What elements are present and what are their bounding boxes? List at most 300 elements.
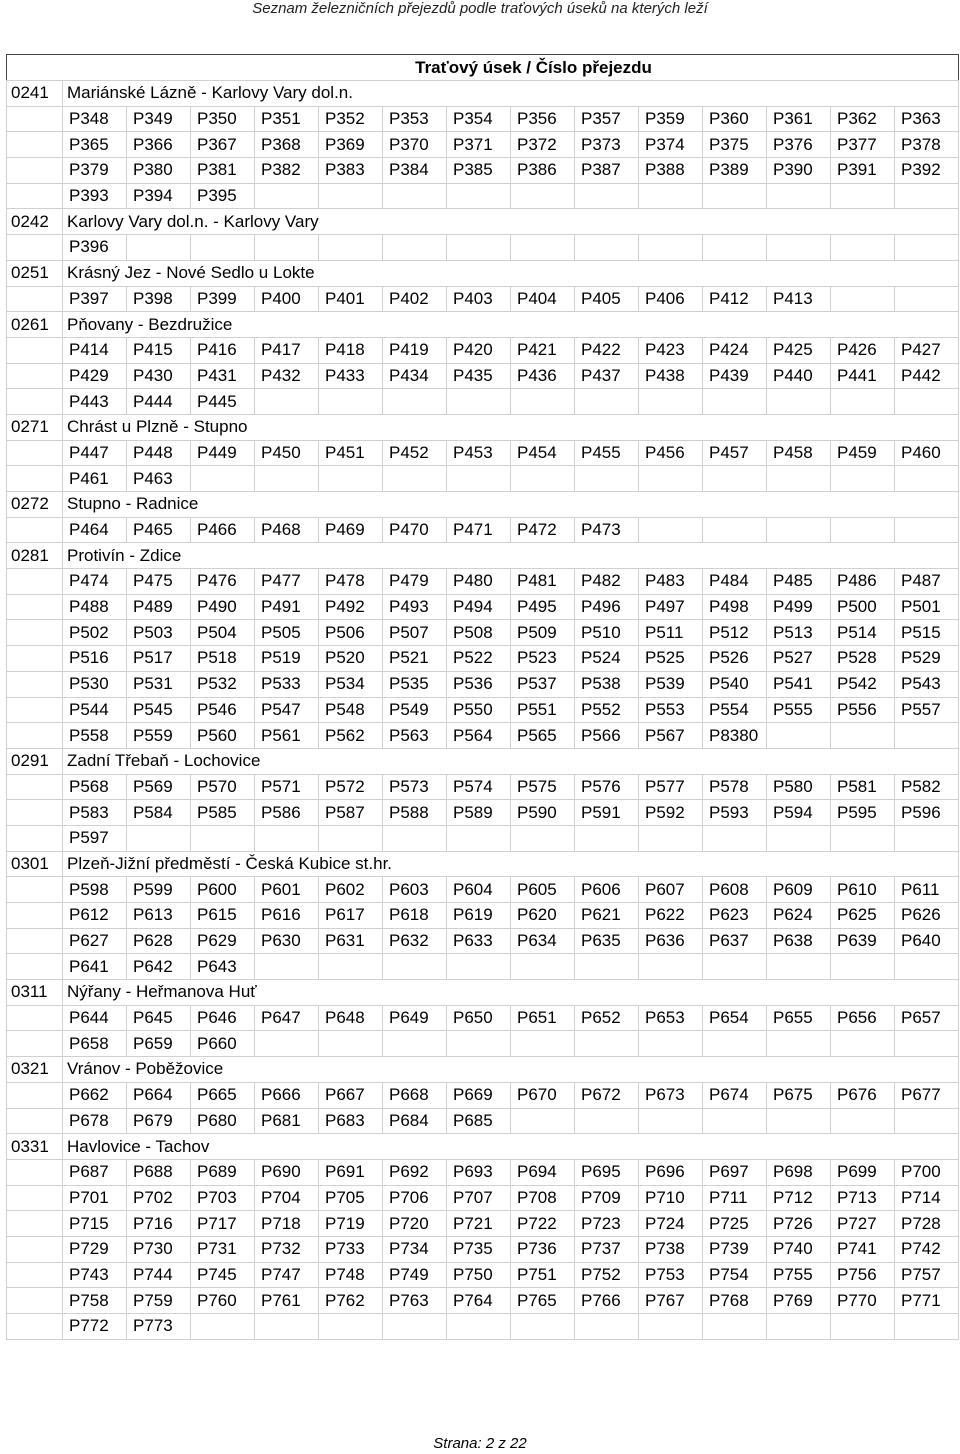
crossing-cell: P505 bbox=[255, 620, 319, 646]
crossing-cell: P713 bbox=[831, 1185, 895, 1211]
crossing-cell: P399 bbox=[191, 286, 255, 312]
crossing-cell: P567 bbox=[639, 723, 703, 749]
crossing-cell: P484 bbox=[703, 569, 767, 595]
crossing-cell: P443 bbox=[63, 389, 127, 415]
crossing-cell bbox=[511, 1108, 575, 1134]
crossing-cell: P710 bbox=[639, 1185, 703, 1211]
crossing-cell: P589 bbox=[447, 800, 511, 826]
crossing-cell: P773 bbox=[127, 1314, 191, 1340]
crossing-cell: P536 bbox=[447, 671, 511, 697]
crossing-cell: P570 bbox=[191, 774, 255, 800]
crossing-cell bbox=[767, 183, 831, 209]
crossing-cell: P747 bbox=[255, 1262, 319, 1288]
crossing-cell: P503 bbox=[127, 620, 191, 646]
crossing-cell: P457 bbox=[703, 440, 767, 466]
crossing-cell: P772 bbox=[63, 1314, 127, 1340]
crossing-cell: P515 bbox=[895, 620, 959, 646]
indent-cell bbox=[7, 389, 63, 415]
crossing-cell bbox=[319, 389, 383, 415]
section-row bbox=[7, 980, 959, 1006]
crossing-cell: P494 bbox=[447, 594, 511, 620]
crossing-cell: P389 bbox=[703, 158, 767, 184]
crossing-row bbox=[7, 1211, 959, 1237]
crossing-cell: P612 bbox=[63, 903, 127, 929]
crossing-cell: P397 bbox=[63, 286, 127, 312]
crossing-cell bbox=[447, 235, 511, 261]
crossing-cell: P644 bbox=[63, 1005, 127, 1031]
crossing-row bbox=[7, 517, 959, 543]
crossing-cell: P464 bbox=[63, 517, 127, 543]
indent-cell bbox=[7, 774, 63, 800]
indent-cell bbox=[7, 1031, 63, 1057]
crossing-row bbox=[7, 903, 959, 929]
section-row bbox=[7, 1057, 959, 1083]
crossing-cell: P694 bbox=[511, 1159, 575, 1185]
crossing-cell: P691 bbox=[319, 1159, 383, 1185]
crossing-cell: P539 bbox=[639, 671, 703, 697]
crossing-cell bbox=[639, 235, 703, 261]
crossing-cell bbox=[511, 1031, 575, 1057]
crossing-cell: P685 bbox=[447, 1108, 511, 1134]
crossing-row bbox=[7, 363, 959, 389]
crossing-cell: P646 bbox=[191, 1005, 255, 1031]
crossing-cell bbox=[703, 1108, 767, 1134]
crossing-cell: P493 bbox=[383, 594, 447, 620]
crossing-cell: P508 bbox=[447, 620, 511, 646]
crossing-cell: P762 bbox=[319, 1288, 383, 1314]
crossing-cell: P432 bbox=[255, 363, 319, 389]
crossing-cell: P578 bbox=[703, 774, 767, 800]
crossing-cell: P545 bbox=[127, 697, 191, 723]
section-name: Stupno - Radnice bbox=[63, 492, 959, 518]
crossing-cell: P522 bbox=[447, 646, 511, 672]
crossing-cell: P632 bbox=[383, 928, 447, 954]
crossing-cell: P687 bbox=[63, 1159, 127, 1185]
crossing-cell: P489 bbox=[127, 594, 191, 620]
crossing-cell: P506 bbox=[319, 620, 383, 646]
crossing-cell: P451 bbox=[319, 440, 383, 466]
crossing-cell: P771 bbox=[895, 1288, 959, 1314]
crossing-cell: P664 bbox=[127, 1082, 191, 1108]
crossing-cell: P678 bbox=[63, 1108, 127, 1134]
crossing-cell: P602 bbox=[319, 877, 383, 903]
crossing-cell: P617 bbox=[319, 903, 383, 929]
crossing-cell: P564 bbox=[447, 723, 511, 749]
indent-cell bbox=[7, 928, 63, 954]
crossing-cell: P600 bbox=[191, 877, 255, 903]
crossing-cell: P357 bbox=[575, 106, 639, 132]
crossing-cell: P590 bbox=[511, 800, 575, 826]
crossing-cell bbox=[703, 183, 767, 209]
crossing-cell: P422 bbox=[575, 337, 639, 363]
crossing-cell: P565 bbox=[511, 723, 575, 749]
crossing-cell: P739 bbox=[703, 1236, 767, 1262]
crossing-cell: P604 bbox=[447, 877, 511, 903]
crossing-cell bbox=[767, 723, 831, 749]
crossing-cell bbox=[575, 183, 639, 209]
indent-cell bbox=[7, 132, 63, 158]
crossing-cell bbox=[703, 1031, 767, 1057]
crossing-cell: P369 bbox=[319, 132, 383, 158]
crossing-cell bbox=[447, 1031, 511, 1057]
crossing-cell: P426 bbox=[831, 337, 895, 363]
section-row bbox=[7, 748, 959, 774]
crossing-cell: P657 bbox=[895, 1005, 959, 1031]
crossing-cell bbox=[511, 954, 575, 980]
crossing-cell: P605 bbox=[511, 877, 575, 903]
crossing-cell: P613 bbox=[127, 903, 191, 929]
crossing-cell: P753 bbox=[639, 1262, 703, 1288]
indent-cell bbox=[7, 517, 63, 543]
crossing-cell: P374 bbox=[639, 132, 703, 158]
crossing-cell: P481 bbox=[511, 569, 575, 595]
crossing-cell: P734 bbox=[383, 1236, 447, 1262]
crossing-cell: P700 bbox=[895, 1159, 959, 1185]
crossing-cell: P601 bbox=[255, 877, 319, 903]
crossing-cell bbox=[319, 183, 383, 209]
section-row bbox=[7, 414, 959, 440]
section-code: 0271 bbox=[7, 414, 63, 440]
crossing-cell: P427 bbox=[895, 337, 959, 363]
crossing-cell: P714 bbox=[895, 1185, 959, 1211]
crossing-cell bbox=[831, 1108, 895, 1134]
crossing-cell: P689 bbox=[191, 1159, 255, 1185]
crossing-cell: P465 bbox=[127, 517, 191, 543]
crossing-cell: P439 bbox=[703, 363, 767, 389]
crossing-cell bbox=[575, 389, 639, 415]
crossing-cell: P584 bbox=[127, 800, 191, 826]
crossing-cell: P755 bbox=[767, 1262, 831, 1288]
crossing-cell: P482 bbox=[575, 569, 639, 595]
crossing-cell: P606 bbox=[575, 877, 639, 903]
crossing-cell: P395 bbox=[191, 183, 255, 209]
crossing-cell: P486 bbox=[831, 569, 895, 595]
crossing-cell bbox=[895, 286, 959, 312]
crossing-cell: P513 bbox=[767, 620, 831, 646]
crossing-cell: P400 bbox=[255, 286, 319, 312]
crossing-cell: P557 bbox=[895, 697, 959, 723]
crossing-cell: P650 bbox=[447, 1005, 511, 1031]
crossing-cell: P459 bbox=[831, 440, 895, 466]
crossing-cell: P373 bbox=[575, 132, 639, 158]
crossing-cell bbox=[511, 1314, 575, 1340]
indent-cell bbox=[7, 286, 63, 312]
crossing-cell bbox=[895, 1108, 959, 1134]
crossing-cell: P718 bbox=[255, 1211, 319, 1237]
crossing-cell: P732 bbox=[255, 1236, 319, 1262]
crossing-cell: P419 bbox=[383, 337, 447, 363]
crossing-cell: P511 bbox=[639, 620, 703, 646]
crossing-cell: P719 bbox=[319, 1211, 383, 1237]
crossing-cell: P386 bbox=[511, 158, 575, 184]
crossing-cell: P458 bbox=[767, 440, 831, 466]
section-code: 0321 bbox=[7, 1057, 63, 1083]
crossing-cell: P698 bbox=[767, 1159, 831, 1185]
crossing-cell: P628 bbox=[127, 928, 191, 954]
indent-cell bbox=[7, 363, 63, 389]
crossing-cell: P693 bbox=[447, 1159, 511, 1185]
crossing-cell: P638 bbox=[767, 928, 831, 954]
indent-cell bbox=[7, 440, 63, 466]
crossing-cell: P708 bbox=[511, 1185, 575, 1211]
crossing-cell: P757 bbox=[895, 1262, 959, 1288]
crossing-cell: P595 bbox=[831, 800, 895, 826]
crossing-cell: P441 bbox=[831, 363, 895, 389]
crossing-cell: P651 bbox=[511, 1005, 575, 1031]
crossing-cell bbox=[639, 825, 703, 851]
crossing-cell: P548 bbox=[319, 697, 383, 723]
crossing-cell bbox=[895, 1314, 959, 1340]
crossing-table bbox=[6, 54, 959, 1340]
crossing-cell: P393 bbox=[63, 183, 127, 209]
crossing-cell: P521 bbox=[383, 646, 447, 672]
crossing-cell: P405 bbox=[575, 286, 639, 312]
crossing-cell: P659 bbox=[127, 1031, 191, 1057]
crossing-cell: P401 bbox=[319, 286, 383, 312]
crossing-cell: P483 bbox=[639, 569, 703, 595]
crossing-cell: P717 bbox=[191, 1211, 255, 1237]
indent-cell bbox=[7, 954, 63, 980]
crossing-cell: P365 bbox=[63, 132, 127, 158]
crossing-cell bbox=[831, 954, 895, 980]
crossing-row bbox=[7, 440, 959, 466]
crossing-row bbox=[7, 1005, 959, 1031]
crossing-cell: P376 bbox=[767, 132, 831, 158]
crossing-cell: P461 bbox=[63, 466, 127, 492]
crossing-cell: P529 bbox=[895, 646, 959, 672]
section-code: 0331 bbox=[7, 1134, 63, 1160]
crossing-cell: P597 bbox=[63, 825, 127, 851]
crossing-cell: P699 bbox=[831, 1159, 895, 1185]
crossing-cell: P471 bbox=[447, 517, 511, 543]
crossing-cell: P370 bbox=[383, 132, 447, 158]
crossing-cell: P768 bbox=[703, 1288, 767, 1314]
crossing-cell: P509 bbox=[511, 620, 575, 646]
section-row bbox=[7, 1134, 959, 1160]
crossing-cell bbox=[319, 954, 383, 980]
crossing-cell bbox=[575, 825, 639, 851]
crossing-cell: P704 bbox=[255, 1185, 319, 1211]
crossing-cell bbox=[383, 825, 447, 851]
crossing-cell: P721 bbox=[447, 1211, 511, 1237]
crossing-cell: P549 bbox=[383, 697, 447, 723]
crossing-cell bbox=[511, 466, 575, 492]
section-row bbox=[7, 81, 959, 107]
crossing-cell: P420 bbox=[447, 337, 511, 363]
crossing-cell: P729 bbox=[63, 1236, 127, 1262]
crossing-cell: P447 bbox=[63, 440, 127, 466]
crossing-cell: P630 bbox=[255, 928, 319, 954]
crossing-cell: P466 bbox=[191, 517, 255, 543]
section-name: Havlovice - Tachov bbox=[63, 1134, 959, 1160]
crossing-cell bbox=[895, 1031, 959, 1057]
crossing-cell: P695 bbox=[575, 1159, 639, 1185]
crossing-row bbox=[7, 594, 959, 620]
crossing-cell bbox=[255, 466, 319, 492]
crossing-cell: P360 bbox=[703, 106, 767, 132]
crossing-cell: P668 bbox=[383, 1082, 447, 1108]
indent-cell bbox=[7, 903, 63, 929]
crossing-cell: P618 bbox=[383, 903, 447, 929]
crossing-cell: P684 bbox=[383, 1108, 447, 1134]
crossing-cell: P541 bbox=[767, 671, 831, 697]
crossing-cell: P448 bbox=[127, 440, 191, 466]
indent-cell bbox=[7, 235, 63, 261]
crossing-cell: P418 bbox=[319, 337, 383, 363]
crossing-cell: P743 bbox=[63, 1262, 127, 1288]
crossing-cell: P562 bbox=[319, 723, 383, 749]
crossing-cell: P754 bbox=[703, 1262, 767, 1288]
crossing-cell: P490 bbox=[191, 594, 255, 620]
crossing-cell: P591 bbox=[575, 800, 639, 826]
section-name: Nýřany - Heřmanova Huť bbox=[63, 980, 959, 1006]
crossing-cell: P553 bbox=[639, 697, 703, 723]
section-name: Pňovany - Bezdružice bbox=[63, 312, 959, 338]
crossing-row bbox=[7, 723, 959, 749]
crossing-cell bbox=[767, 1108, 831, 1134]
crossing-cell: P551 bbox=[511, 697, 575, 723]
crossing-cell: P676 bbox=[831, 1082, 895, 1108]
crossing-cell: P593 bbox=[703, 800, 767, 826]
crossing-cell: P623 bbox=[703, 903, 767, 929]
crossing-cell: P766 bbox=[575, 1288, 639, 1314]
crossing-cell: P737 bbox=[575, 1236, 639, 1262]
crossing-cell bbox=[191, 466, 255, 492]
crossing-cell: P711 bbox=[703, 1185, 767, 1211]
indent-cell bbox=[7, 594, 63, 620]
section-row bbox=[7, 543, 959, 569]
crossing-cell: P680 bbox=[191, 1108, 255, 1134]
crossing-cell bbox=[447, 954, 511, 980]
crossing-cell: P624 bbox=[767, 903, 831, 929]
indent-cell bbox=[7, 1211, 63, 1237]
section-code: 0301 bbox=[7, 851, 63, 877]
crossing-cell: P507 bbox=[383, 620, 447, 646]
indent-cell bbox=[7, 106, 63, 132]
crossing-cell: P546 bbox=[191, 697, 255, 723]
crossing-cell: P453 bbox=[447, 440, 511, 466]
crossing-cell bbox=[383, 183, 447, 209]
crossing-cell: P761 bbox=[255, 1288, 319, 1314]
crossing-cell: P500 bbox=[831, 594, 895, 620]
crossing-cell: P725 bbox=[703, 1211, 767, 1237]
crossing-cell bbox=[319, 1031, 383, 1057]
crossing-cell: P555 bbox=[767, 697, 831, 723]
indent-cell bbox=[7, 1159, 63, 1185]
crossing-cell: P514 bbox=[831, 620, 895, 646]
crossing-cell bbox=[767, 235, 831, 261]
crossing-cell: P759 bbox=[127, 1288, 191, 1314]
crossing-cell: P744 bbox=[127, 1262, 191, 1288]
crossing-cell: P609 bbox=[767, 877, 831, 903]
crossing-cell: P580 bbox=[767, 774, 831, 800]
crossing-cell: P403 bbox=[447, 286, 511, 312]
crossing-cell bbox=[639, 466, 703, 492]
crossing-cell: P8380 bbox=[703, 723, 767, 749]
crossing-cell: P436 bbox=[511, 363, 575, 389]
crossing-cell: P470 bbox=[383, 517, 447, 543]
crossing-cell: P631 bbox=[319, 928, 383, 954]
crossing-cell: P645 bbox=[127, 1005, 191, 1031]
crossing-cell: P669 bbox=[447, 1082, 511, 1108]
crossing-cell: P391 bbox=[831, 158, 895, 184]
crossing-cell: P390 bbox=[767, 158, 831, 184]
crossing-cell: P388 bbox=[639, 158, 703, 184]
crossing-cell: P642 bbox=[127, 954, 191, 980]
crossing-cell: P523 bbox=[511, 646, 575, 672]
crossing-cell: P474 bbox=[63, 569, 127, 595]
crossing-cell: P372 bbox=[511, 132, 575, 158]
crossing-cell: P423 bbox=[639, 337, 703, 363]
crossing-cell: P596 bbox=[895, 800, 959, 826]
crossing-cell: P741 bbox=[831, 1236, 895, 1262]
crossing-cell: P404 bbox=[511, 286, 575, 312]
crossing-cell bbox=[255, 183, 319, 209]
crossing-cell: P648 bbox=[319, 1005, 383, 1031]
crossing-cell bbox=[447, 466, 511, 492]
crossing-cell: P350 bbox=[191, 106, 255, 132]
crossing-cell: P454 bbox=[511, 440, 575, 466]
crossing-cell bbox=[767, 954, 831, 980]
crossing-cell: P707 bbox=[447, 1185, 511, 1211]
crossing-cell: P738 bbox=[639, 1236, 703, 1262]
crossing-cell bbox=[255, 235, 319, 261]
crossing-cell bbox=[831, 286, 895, 312]
section-code: 0242 bbox=[7, 209, 63, 235]
crossing-cell bbox=[383, 1031, 447, 1057]
crossing-cell: P712 bbox=[767, 1185, 831, 1211]
crossing-cell: P675 bbox=[767, 1082, 831, 1108]
crossing-cell: P586 bbox=[255, 800, 319, 826]
crossing-cell: P533 bbox=[255, 671, 319, 697]
crossing-cell: P496 bbox=[575, 594, 639, 620]
indent-cell bbox=[7, 1314, 63, 1340]
crossing-cell bbox=[575, 235, 639, 261]
crossing-cell: P770 bbox=[831, 1288, 895, 1314]
crossing-cell: P730 bbox=[127, 1236, 191, 1262]
section-code: 0291 bbox=[7, 748, 63, 774]
crossing-cell: P559 bbox=[127, 723, 191, 749]
crossing-cell: P621 bbox=[575, 903, 639, 929]
crossing-cell: P438 bbox=[639, 363, 703, 389]
crossing-cell: P742 bbox=[895, 1236, 959, 1262]
crossing-row bbox=[7, 132, 959, 158]
crossing-cell: P751 bbox=[511, 1262, 575, 1288]
crossing-cell bbox=[831, 723, 895, 749]
crossing-cell: P635 bbox=[575, 928, 639, 954]
crossing-row bbox=[7, 1082, 959, 1108]
crossing-cell: P379 bbox=[63, 158, 127, 184]
crossing-cell: P568 bbox=[63, 774, 127, 800]
crossing-cell: P615 bbox=[191, 903, 255, 929]
crossing-row bbox=[7, 800, 959, 826]
section-name: Karlovy Vary dol.n. - Karlovy Vary bbox=[63, 209, 959, 235]
crossing-row bbox=[7, 1288, 959, 1314]
crossing-cell: P662 bbox=[63, 1082, 127, 1108]
crossing-cell bbox=[319, 466, 383, 492]
crossing-cell bbox=[703, 517, 767, 543]
crossing-cell: P683 bbox=[319, 1108, 383, 1134]
crossing-cell bbox=[767, 1031, 831, 1057]
crossing-cell: P421 bbox=[511, 337, 575, 363]
crossing-cell bbox=[831, 1314, 895, 1340]
table-header-row bbox=[7, 55, 959, 81]
crossing-cell: P608 bbox=[703, 877, 767, 903]
crossing-cell: P563 bbox=[383, 723, 447, 749]
crossing-cell: P366 bbox=[127, 132, 191, 158]
crossing-cell: P382 bbox=[255, 158, 319, 184]
crossing-cell: P528 bbox=[831, 646, 895, 672]
